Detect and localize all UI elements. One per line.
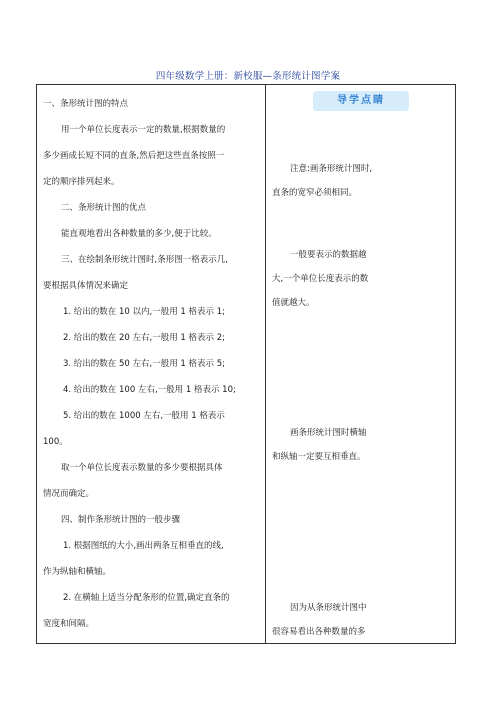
text-line: 用一个单位长度表示一定的数量,根据数量的	[61, 125, 226, 135]
worksheet-table	[36, 84, 456, 644]
list-item: 5. 给出的数在 1000 左右,一般用 1 格表示	[63, 411, 225, 421]
note-line: 和纵轴一定要互相垂直。	[272, 452, 366, 462]
list-item: 4. 给出的数在 100 左右,一般用 1 格表示 10;	[63, 385, 236, 395]
content-column	[43, 91, 259, 637]
text-line: 取一个单位长度表示数量的多少要根据具体	[61, 463, 223, 473]
notes-column	[272, 91, 450, 637]
note-line: 一般要表示的数据越	[290, 250, 367, 260]
note-line: 大,一个单位长度表示的数	[272, 274, 369, 284]
note-block	[272, 157, 450, 205]
note-line: 画条形统计图时横轴	[290, 428, 367, 438]
column-divider	[265, 85, 266, 643]
note-line: 值就越大。	[272, 298, 315, 308]
list-item: 2. 在横轴上适当分配条形的位置,确定直条的	[63, 593, 230, 603]
section-heading: 四、制作条形统计图的一般步骤	[61, 515, 181, 525]
text-line: 要根据具体情况来确定	[43, 281, 129, 291]
note-block	[272, 421, 450, 469]
text-line: 宽度和间隔。	[43, 619, 95, 629]
guide-badge: 导学点睛	[313, 91, 409, 111]
text-line: 作为纵轴和横轴。	[43, 567, 112, 577]
section-heading: 一、条形统计图的特点	[43, 99, 129, 109]
text-line: 多少画成长短不同的直条,然后把这些直条按照一	[43, 151, 225, 161]
page-title: 四年级数学上册：新校服—条形统计图学案	[155, 71, 341, 82]
section-heading: 二、条形统计图的优点	[61, 203, 147, 213]
note-block	[272, 596, 450, 644]
section-heading: 三、在绘制条形统计图时,条形图一格表示几,	[61, 255, 228, 265]
list-item: 2. 给出的数在 20 左右,一般用 1 格表示 2;	[63, 333, 226, 343]
text-line: 100。	[43, 437, 68, 447]
list-item: 3. 给出的数在 50 左右,一般用 1 格表示 5;	[63, 359, 226, 369]
note-block	[272, 243, 450, 315]
list-item: 1. 根据图纸的大小,画出两条互相垂直的线,	[63, 541, 224, 551]
note-line: 直条的宽窄必须相同。	[272, 188, 358, 198]
note-line: 注意:画条形统计图时,	[290, 164, 373, 174]
note-line: 很容易看出各种数量的多	[272, 627, 366, 637]
text-line: 情况而确定。	[43, 489, 95, 499]
note-line: 因为从条形统计图中	[290, 603, 367, 613]
text-line: 能直观地看出各种数量的多少,便于比较。	[61, 229, 217, 239]
list-item: 1. 给出的数在 10 以内,一般用 1 格表示 1;	[63, 307, 226, 317]
text-line: 定的顺序排列起来。	[43, 177, 120, 187]
